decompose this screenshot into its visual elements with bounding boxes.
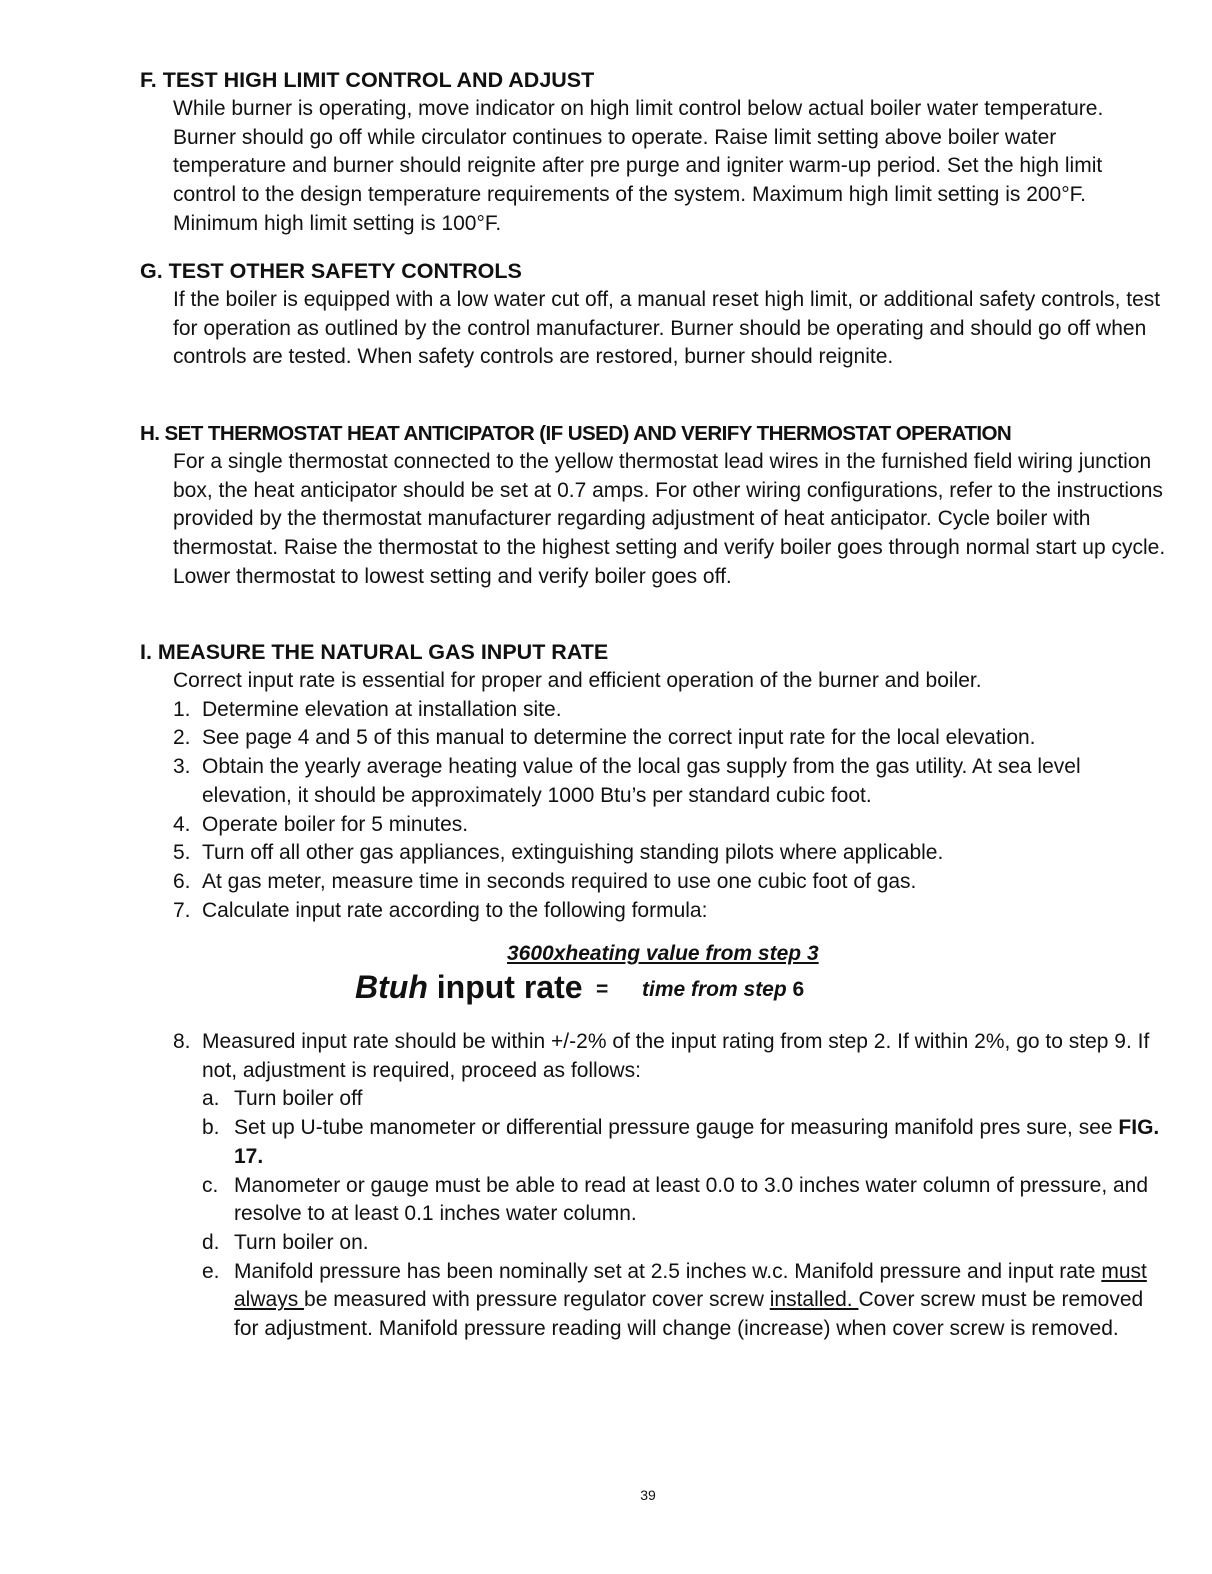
step-text: Operate boiler for 5 minutes.	[202, 812, 469, 836]
formula-lhs	[355, 969, 583, 1006]
substep-letter: d.	[202, 1230, 220, 1254]
step-text: At gas meter, measure time in seconds required to use one cubic foot of gas.	[202, 869, 917, 893]
section-i	[140, 638, 1170, 925]
steps-list-continued	[173, 1028, 1170, 1085]
formula-denominator	[642, 978, 804, 1002]
emphasis-must-always: must always	[234, 1259, 1147, 1312]
step-number: 1.	[173, 697, 191, 721]
step-text: Obtain the yearly average heating value of the local gas supply from the gas utility. At sea level elevation, it should be approximately 1000 Btu’s per standard cubic foot.	[202, 755, 1081, 807]
formula-lhs-input-rate: input rate	[427, 969, 583, 1005]
section-f-heading: F. TEST HIGH LIMIT CONTROL AND ADJUST	[140, 68, 595, 92]
section-g	[140, 257, 1170, 372]
step-text: See page 4 and 5 of this manual to determine the correct input rate for the local elevation.	[202, 726, 1036, 750]
section-i-intro: Correct input rate is essential for proper and efficient operation of the burner and boiler.	[173, 669, 982, 692]
formula-denominator-text: time from step	[642, 978, 787, 1001]
section-f	[140, 66, 1170, 239]
page-number: 39	[640, 1487, 656, 1503]
list-item	[202, 1229, 1170, 1258]
step-number: 8.	[173, 1030, 191, 1053]
step-text: Measured input rate should be within +/-2% of the input rating from step 2. If within 2%, go to step 9. If not, adjustment is required, proceed as follows:	[202, 1030, 1150, 1082]
substep-text: Set up U-tube manometer or differential pressure gauge for measuring manifold pres sure, see	[234, 1116, 1119, 1140]
section-i-heading: I. MEASURE THE NATURAL GAS INPUT RATE	[140, 640, 609, 664]
input-rate-formula	[0, 940, 1212, 1015]
substep-text: Manometer or gauge must be able to read at least 0.0 to 3.0 inches water column of pressure, and resolve to at least 0.1 inches water column.	[234, 1173, 1149, 1226]
list-item	[173, 724, 1170, 753]
step-number: 7.	[173, 898, 191, 922]
step-number: 6.	[173, 869, 191, 893]
substep-letter: b.	[202, 1116, 220, 1140]
substep-text: be measured with pressure regulator cover screw	[304, 1288, 770, 1312]
emphasis-installed: installed.	[769, 1288, 859, 1312]
list-item	[173, 811, 1170, 840]
substep-text: Turn boiler on.	[234, 1230, 369, 1254]
list-item	[202, 1085, 1170, 1114]
formula-numerator: 3600xheating value from step 3	[507, 942, 819, 965]
list-item	[173, 1028, 1170, 1085]
step-number: 5.	[173, 841, 191, 865]
step-8	[140, 1028, 1170, 1344]
substep-letter: e.	[202, 1259, 220, 1283]
list-item	[202, 1114, 1170, 1171]
list-item	[173, 839, 1170, 868]
step-number: 4.	[173, 812, 191, 836]
list-item	[173, 897, 1170, 926]
section-g-body: If the boiler is equipped with a low water cut off, a manual reset high limit, or additional safety controls, test for operation as outlined by the control manufacturer. Burner should be operating and should go off when controls are tested. When safety controls are restored, burner should reignite.	[173, 288, 1161, 369]
substeps-list	[202, 1085, 1170, 1343]
formula-denominator-step: 6	[786, 978, 805, 1001]
step-text: Turn off all other gas appliances, extinguishing standing pilots where applicable.	[202, 841, 944, 865]
figure-reference: FIG. 17.	[234, 1116, 1160, 1168]
section-h-heading: H. SET THERMOSTAT HEAT ANTICIPATOR (IF USED) AND VERIFY THERMOSTAT OPERATION	[140, 422, 1012, 445]
step-number: 3.	[173, 755, 191, 779]
section-h	[140, 419, 1175, 592]
section-h-body: For a single thermostat connected to the yellow thermostat lead wires in the furnished field wiring junction box, the heat anticipator should be set at 0.7 amps. For other wiring configurations, refer to the instructions provided by the thermostat manufacturer regarding adjustment of heat anticipator. Cycle boiler with thermostat. Raise the thermostat to the highest setting and verify boiler goes through normal start up cycle. Lower thermostat to lowest setting and verify boiler goes off.	[173, 450, 1166, 588]
list-item	[173, 753, 1170, 810]
list-item	[202, 1258, 1170, 1344]
step-number: 2.	[173, 726, 191, 750]
substep-text: Turn boiler off	[234, 1087, 363, 1111]
step-text: Calculate input rate according to the following formula:	[202, 898, 708, 922]
list-item	[173, 696, 1170, 725]
substep-letter: a.	[202, 1087, 220, 1111]
section-f-body: While burner is operating, move indicator on high limit control below actual boiler water temperature. Burner should go off while circulator continues to operate. Raise limit setting above boiler water temperature and burner should reignite after pre purge and igniter warm-up period. Set the high limit control to the design temperature requirements of the system. Maximum high limit setting is 200°F. Minimum high limit setting is 100°F.	[173, 97, 1104, 235]
substep-letter: c.	[202, 1173, 219, 1197]
section-g-heading: G. TEST OTHER SAFETY CONTROLS	[140, 259, 522, 283]
step-text: Determine elevation at installation site.	[202, 697, 562, 721]
substep-text: Cover screw must be removed for adjustment. Manifold pressure reading will change (increase) when cover screw is removed.	[234, 1288, 1144, 1341]
substep-text: Manifold pressure has been nominally set at 2.5 inches w.c. Manifold pressure and input rate	[234, 1259, 1102, 1283]
steps-list	[173, 696, 1170, 926]
formula-equals: =	[596, 978, 609, 1001]
list-item	[173, 868, 1170, 897]
formula-lhs-btuh: Btuh	[355, 969, 428, 1005]
list-item	[202, 1172, 1170, 1229]
